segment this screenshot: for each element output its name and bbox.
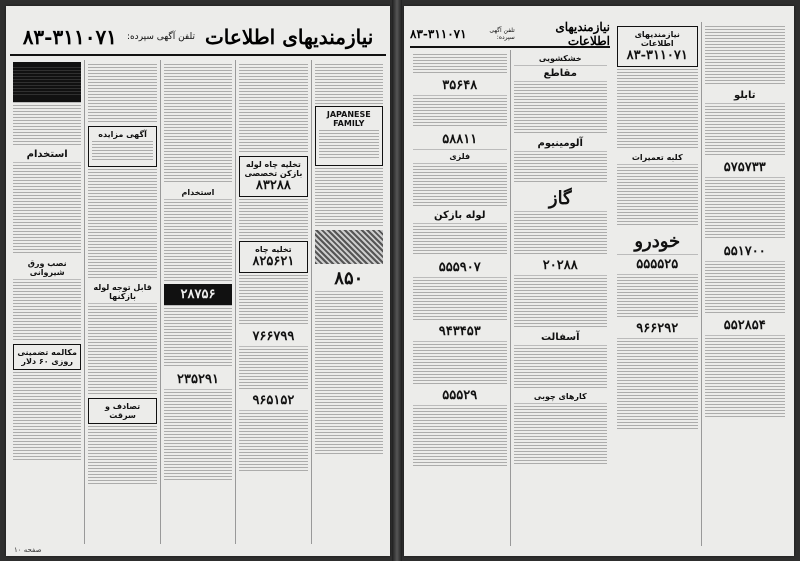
ad-num-g-text: ۵۵۱۷۰۰ bbox=[723, 244, 766, 259]
ad-lole-5 bbox=[164, 284, 232, 306]
ad-lole-6-num: ۲۳۵۲۹۱ bbox=[177, 372, 219, 387]
ad-num-h bbox=[617, 319, 698, 339]
ad-khodro-head: قابل توجه لوله بازکنها bbox=[93, 283, 152, 301]
ad-kolbe-head: کلبه تعمیرات bbox=[631, 153, 683, 162]
ad-num-b-text: ۳۵۶۴۸ bbox=[442, 78, 478, 93]
ad-vam bbox=[13, 257, 81, 280]
left-banner-phone: ۸۳-۳۱۱۰۷۱ bbox=[22, 25, 117, 49]
ad-estekhdam-head: استخدام bbox=[26, 149, 68, 160]
ad-tasadof-head: تصادف و سرقت bbox=[105, 402, 141, 420]
ad-num-j-text: ۵۵۵۲۹ bbox=[442, 388, 478, 403]
ad-photo bbox=[315, 230, 383, 264]
left-col-3 bbox=[160, 60, 235, 544]
ad-lole-2 bbox=[239, 241, 307, 273]
left-columns bbox=[10, 60, 386, 544]
ad-japan bbox=[315, 106, 383, 166]
ad-khodro bbox=[88, 281, 156, 304]
ad-mogate bbox=[514, 66, 608, 82]
ad-khoshkshooyi-head: خشکشویی bbox=[538, 54, 582, 63]
right-col-3 bbox=[701, 22, 789, 546]
right-banner-subtitle: تلفن آگهی سپرده: bbox=[489, 27, 515, 41]
ad-num-f-text: ۵۷۵۷۳۳ bbox=[723, 160, 766, 175]
right-columns-b bbox=[614, 22, 788, 546]
ad-num-e-text: ۹۴۳۴۵۳ bbox=[438, 324, 481, 339]
ad-kargaran-head: کارهای چوبی bbox=[533, 392, 587, 401]
ad-num-i-text: ۵۵۵۵۲۵ bbox=[636, 257, 679, 272]
right-page bbox=[404, 6, 794, 556]
ad-num-i bbox=[617, 255, 698, 275]
ad-gaz-head: گاز bbox=[548, 188, 572, 209]
ad-asphalt bbox=[514, 330, 608, 346]
right-col-1 bbox=[510, 50, 611, 546]
ad-num-g bbox=[705, 242, 786, 262]
left-banner bbox=[10, 20, 386, 56]
ad-num-d bbox=[413, 258, 507, 278]
ad-lole-3 bbox=[239, 327, 307, 347]
ad-num-a-text: ۲۰۲۸۸ bbox=[542, 258, 578, 273]
left-col-2 bbox=[235, 60, 310, 544]
ad-lole-4 bbox=[239, 391, 307, 411]
ad-felezi-head: فلزی bbox=[449, 152, 471, 161]
ad-khodro-r-head: خودرو bbox=[634, 231, 681, 252]
ad-bottom-number-text: ۸۵۰ bbox=[334, 268, 364, 289]
left-col-4 bbox=[84, 60, 159, 544]
ad-bottom-number bbox=[315, 266, 383, 292]
ad-tabloo-head: تابلو bbox=[733, 90, 756, 101]
left-col-1 bbox=[311, 60, 386, 544]
right-banner-title: نیازمندیهای اطلاعات bbox=[555, 20, 610, 48]
ad-loolebazkon-head: لوله بازکن bbox=[434, 210, 486, 221]
ad-side-banner bbox=[617, 26, 698, 67]
ad-lole-2-num: ۸۲۵۶۲۱ bbox=[252, 254, 295, 269]
ad-aluminium-head: آلومینیوم bbox=[537, 138, 583, 149]
left-banner-subtitle: تلفن آگهی سپرده: bbox=[126, 32, 195, 42]
ad-num-h-text: ۹۶۶۲۹۲ bbox=[636, 321, 679, 336]
ad-num-d-text: ۵۵۵۹۰۷ bbox=[438, 260, 481, 275]
ad-makaltarjome bbox=[13, 344, 81, 370]
ad-lole-1-head: تخلیه چاه لوله بازکن تخصصی bbox=[244, 160, 303, 178]
ad-tasadof bbox=[88, 398, 156, 424]
ad-lole-2-head: تخلیه چاه bbox=[255, 245, 292, 254]
ad-tabloo bbox=[705, 88, 786, 104]
ad-asphalt-head: آسفالت bbox=[540, 332, 580, 343]
ad-lole-3-num: ۷۶۶۷۹۹ bbox=[252, 329, 295, 344]
ad-loolebazkon bbox=[413, 208, 507, 224]
ad-tasisat bbox=[88, 126, 156, 167]
ad-num-c-text: ۵۸۸۱۱ bbox=[442, 132, 478, 147]
ad-lole-1-num: ۸۳۲۸۸ bbox=[255, 178, 291, 193]
ad-kargaran bbox=[514, 390, 608, 404]
ad-estekhdam bbox=[13, 147, 81, 163]
ad-lole-4-num: ۹۶۵۱۵۲ bbox=[252, 393, 295, 408]
ad-felezi bbox=[413, 150, 507, 164]
right-banner bbox=[410, 22, 610, 48]
side-banner-phone: ۸۳-۳۱۱۰۷۱ bbox=[626, 48, 688, 63]
ad-num-k bbox=[705, 316, 786, 336]
ad-num-b bbox=[413, 76, 507, 96]
ad-aluminium bbox=[514, 136, 608, 152]
side-banner-title: نیازمندیهای اطلاعات bbox=[634, 30, 680, 48]
ad-makaltarjome-head: مکالمه تضمینی روزی ۶۰ دلار bbox=[17, 348, 77, 366]
ad-vam-head: نصب ورق شیروانی bbox=[27, 259, 67, 277]
ad-num-f bbox=[705, 158, 786, 178]
ad-khoshkshooyi bbox=[514, 52, 608, 66]
ad-lole-1 bbox=[239, 156, 307, 197]
ad-japan-text: JAPANESE FAMILY bbox=[326, 110, 371, 128]
ad-top-left-box bbox=[13, 62, 81, 103]
ad-mogate-head: مقاطع bbox=[543, 68, 577, 79]
ad-estekhdam-2-head: استخدام bbox=[181, 188, 215, 197]
ad-tasisat-head: آگهی مزایده bbox=[98, 130, 147, 139]
ad-num-c bbox=[413, 130, 507, 150]
left-folio: صفحه ۱۰ bbox=[14, 546, 42, 554]
left-col-5 bbox=[10, 60, 84, 544]
gutter bbox=[392, 0, 402, 561]
ad-estekhdam-2 bbox=[164, 186, 232, 200]
left-page bbox=[6, 6, 390, 556]
ad-khodro-r bbox=[617, 229, 698, 255]
right-col-4 bbox=[614, 22, 701, 546]
ad-num-a bbox=[514, 256, 608, 276]
right-banner-phone: ۸۳-۳۱۱۰۷۱ bbox=[410, 27, 467, 41]
right-columns-a bbox=[410, 50, 610, 546]
ad-num-e bbox=[413, 322, 507, 342]
ad-kolbe bbox=[617, 151, 698, 165]
right-col-2 bbox=[410, 50, 510, 546]
ad-num-k-text: ۵۵۲۸۵۴ bbox=[723, 318, 766, 333]
ad-gaz bbox=[514, 186, 608, 212]
left-banner-title: نیازمندیهای اطلاعات bbox=[204, 25, 374, 49]
ad-num-j bbox=[413, 386, 507, 406]
ad-lole-6 bbox=[164, 370, 232, 390]
ad-lole-5-num: ۲۸۷۵۶ bbox=[180, 287, 216, 302]
